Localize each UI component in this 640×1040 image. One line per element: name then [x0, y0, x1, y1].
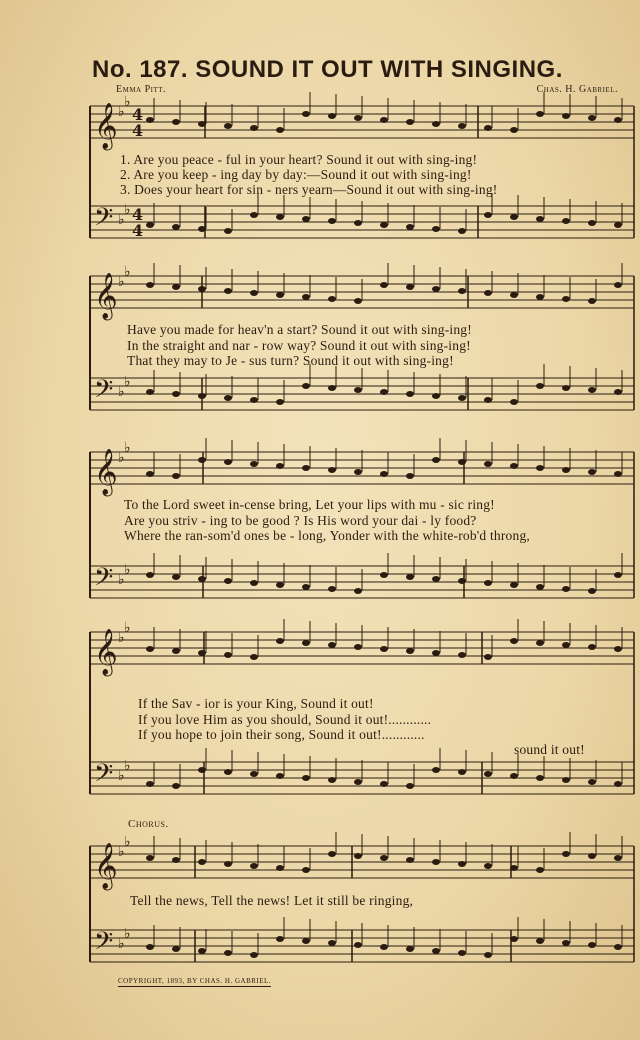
note-head: [328, 777, 336, 783]
note-head: [406, 391, 414, 397]
note-head: [146, 855, 154, 861]
note-head: [198, 576, 206, 582]
flat-icon: ♭: [118, 768, 125, 784]
note-head: [146, 572, 154, 578]
note-head: [536, 775, 544, 781]
note-head: [172, 648, 180, 654]
flat-icon: ♭: [124, 202, 131, 218]
note-head: [354, 115, 362, 121]
note-head: [510, 127, 518, 133]
note-head: [484, 863, 492, 869]
note-head: [588, 469, 596, 475]
note-head: [198, 286, 206, 292]
note-head: [562, 385, 570, 391]
note-head: [354, 298, 362, 304]
note-head: [172, 857, 180, 863]
note-head: [588, 387, 596, 393]
note-head: [406, 946, 414, 952]
lyric-line: If you love Him as you should, Sound it out!............: [138, 712, 432, 727]
note-head: [380, 781, 388, 787]
note-head: [614, 222, 622, 228]
note-head: [172, 284, 180, 290]
note-head: [588, 298, 596, 304]
note-head: [432, 576, 440, 582]
note-head: [328, 940, 336, 946]
flat-icon: ♭: [118, 212, 125, 228]
note-head: [224, 395, 232, 401]
note-head: [588, 779, 596, 785]
note-head: [432, 859, 440, 865]
note-head: [328, 642, 336, 648]
note-head: [458, 652, 466, 658]
lyric-line: 3. Does your heart for sin - ners yearn—Sound it out with sing-ing!: [120, 182, 498, 197]
flat-icon: ♭: [124, 374, 131, 390]
note-head: [484, 952, 492, 958]
note-head: [562, 467, 570, 473]
lyric-line: That they may to Je - sus turn? Sound it out with sing-ing!: [127, 353, 454, 368]
note-head: [224, 123, 232, 129]
note-head: [172, 946, 180, 952]
note-head: [484, 125, 492, 131]
note-head: [172, 473, 180, 479]
note-head: [614, 389, 622, 395]
lyric-line: Where the ran-som'd ones be - long, Yonder with the white-rob'd throng,: [124, 528, 530, 543]
note-head: [432, 393, 440, 399]
note-head: [536, 383, 544, 389]
note-head: [562, 642, 570, 648]
note-head: [588, 853, 596, 859]
note-head: [614, 117, 622, 123]
note-head: [302, 216, 310, 222]
note-head: [458, 395, 466, 401]
note-head: [328, 467, 336, 473]
lyric-line: Have you made for heav'n a start? Sound it out with sing-ing!: [127, 322, 472, 337]
note-head: [198, 650, 206, 656]
note-head: [146, 471, 154, 477]
note-head: [536, 584, 544, 590]
lyricist-credit: Emma Pitt.: [116, 84, 167, 95]
note-head: [458, 950, 466, 956]
flat-icon: ♭: [124, 440, 131, 456]
note-head: [276, 936, 284, 942]
flat-icon: ♭: [124, 834, 131, 850]
note-head: [536, 938, 544, 944]
note-head: [380, 944, 388, 950]
note-head: [614, 572, 622, 578]
note-head: [224, 228, 232, 234]
lyric-line: Are you striv - ing to be good ? Is His word your dai - ly food?: [124, 513, 477, 528]
note-head: [250, 461, 258, 467]
note-head: [250, 654, 258, 660]
note-head: [302, 111, 310, 117]
note-head: [172, 224, 180, 230]
note-head: [198, 226, 206, 232]
note-head: [328, 385, 336, 391]
note-head: [302, 938, 310, 944]
note-head: [146, 117, 154, 123]
note-head: [484, 290, 492, 296]
note-head: [536, 640, 544, 646]
note-head: [276, 773, 284, 779]
note-head: [224, 769, 232, 775]
note-head: [146, 944, 154, 950]
flat-icon: ♭: [118, 572, 125, 588]
time-signature: 4: [132, 205, 144, 224]
note-head: [510, 936, 518, 942]
note-head: [302, 584, 310, 590]
note-head: [510, 463, 518, 469]
note-head: [302, 867, 310, 873]
note-head: [146, 282, 154, 288]
flat-icon: ♭: [118, 104, 125, 120]
note-head: [302, 640, 310, 646]
note-head: [458, 459, 466, 465]
note-head: [588, 644, 596, 650]
note-head: [562, 940, 570, 946]
note-head: [328, 586, 336, 592]
note-head: [354, 588, 362, 594]
flat-icon: ♭: [118, 384, 125, 400]
bass-clef-icon: 𝄢: [94, 927, 114, 962]
note-head: [328, 296, 336, 302]
note-head: [432, 457, 440, 463]
note-head: [302, 465, 310, 471]
note-head: [562, 218, 570, 224]
note-head: [380, 855, 388, 861]
note-head: [276, 292, 284, 298]
note-head: [198, 948, 206, 954]
note-head: [198, 121, 206, 127]
note-head: [484, 397, 492, 403]
note-head: [276, 865, 284, 871]
note-head: [276, 638, 284, 644]
flat-icon: ♭: [124, 758, 131, 774]
note-head: [224, 288, 232, 294]
note-head: [328, 218, 336, 224]
note-head: [276, 463, 284, 469]
note-head: [354, 220, 362, 226]
lyric-line: 2. Are you keep - ing day by day:—Sound it out with sing-ing!: [120, 167, 472, 182]
note-head: [484, 461, 492, 467]
note-head: [458, 861, 466, 867]
note-head: [146, 646, 154, 652]
note-head: [562, 777, 570, 783]
note-head: [146, 781, 154, 787]
flat-icon: ♭: [124, 926, 131, 942]
note-head: [406, 574, 414, 580]
flat-icon: ♭: [118, 630, 125, 646]
note-head: [432, 650, 440, 656]
note-head: [276, 214, 284, 220]
hymn-title: No. 187. SOUND IT OUT WITH SINGING.: [92, 56, 563, 83]
lyric-line-extra: sound it out!: [514, 742, 585, 757]
note-head: [198, 767, 206, 773]
note-head: [250, 212, 258, 218]
note-head: [562, 113, 570, 119]
note-head: [588, 942, 596, 948]
note-head: [328, 851, 336, 857]
note-head: [354, 644, 362, 650]
note-head: [510, 865, 518, 871]
note-head: [380, 282, 388, 288]
time-signature: 4: [132, 221, 144, 240]
note-head: [484, 212, 492, 218]
note-head: [380, 471, 388, 477]
note-head: [432, 226, 440, 232]
note-head: [536, 867, 544, 873]
note-head: [172, 119, 180, 125]
note-head: [172, 391, 180, 397]
lyric-line: In the straight and nar - row way? Sound it out with sing-ing!: [127, 338, 471, 353]
note-head: [250, 863, 258, 869]
note-head: [302, 294, 310, 300]
note-head: [406, 648, 414, 654]
note-head: [354, 779, 362, 785]
note-head: [510, 773, 518, 779]
note-head: [302, 383, 310, 389]
copyright-notice: COPYRIGHT, 1893, BY CHAS. H. GABRIEL.: [118, 977, 272, 985]
note-head: [224, 652, 232, 658]
treble-clef-icon: 𝄞: [94, 449, 118, 495]
note-head: [250, 952, 258, 958]
note-head: [328, 113, 336, 119]
note-head: [510, 638, 518, 644]
composer-credit: Chas. H. Gabriel.: [536, 84, 618, 95]
note-head: [562, 296, 570, 302]
note-head: [354, 387, 362, 393]
note-head: [380, 222, 388, 228]
note-head: [458, 123, 466, 129]
note-head: [432, 767, 440, 773]
note-head: [198, 457, 206, 463]
note-head: [276, 399, 284, 405]
note-head: [536, 111, 544, 117]
note-head: [380, 117, 388, 123]
note-head: [276, 127, 284, 133]
note-head: [198, 393, 206, 399]
note-head: [510, 399, 518, 405]
bass-clef-icon: 𝄢: [94, 563, 114, 598]
note-head: [354, 942, 362, 948]
lyric-line: If you hope to join their song, Sound it out!............: [138, 727, 425, 742]
note-head: [146, 389, 154, 395]
note-head: [250, 397, 258, 403]
note-head: [276, 582, 284, 588]
note-head: [224, 950, 232, 956]
note-head: [172, 783, 180, 789]
note-head: [380, 389, 388, 395]
note-head: [614, 855, 622, 861]
treble-clef-icon: 𝄞: [94, 629, 118, 675]
note-head: [458, 228, 466, 234]
note-head: [614, 781, 622, 787]
note-head: [458, 288, 466, 294]
time-signature: 4: [132, 105, 144, 124]
note-head: [510, 582, 518, 588]
flat-icon: ♭: [124, 264, 131, 280]
note-head: [510, 214, 518, 220]
note-head: [406, 783, 414, 789]
note-head: [224, 578, 232, 584]
flat-icon: ♭: [118, 936, 125, 952]
note-head: [562, 851, 570, 857]
note-head: [614, 944, 622, 950]
treble-clef-icon: 𝄞: [94, 103, 118, 149]
note-head: [224, 459, 232, 465]
flat-icon: ♭: [118, 274, 125, 290]
note-head: [484, 580, 492, 586]
note-head: [432, 121, 440, 127]
note-head: [614, 646, 622, 652]
treble-clef-icon: 𝄞: [94, 273, 118, 319]
chorus-label: Chorus.: [128, 818, 169, 830]
note-head: [588, 588, 596, 594]
note-head: [536, 294, 544, 300]
flat-icon: ♭: [124, 562, 131, 578]
note-head: [458, 578, 466, 584]
note-head: [432, 286, 440, 292]
bass-clef-icon: 𝄢: [94, 759, 114, 794]
note-head: [536, 465, 544, 471]
note-head: [406, 119, 414, 125]
note-head: [250, 771, 258, 777]
note-head: [614, 471, 622, 477]
note-head: [562, 586, 570, 592]
note-head: [250, 580, 258, 586]
note-head: [588, 220, 596, 226]
note-head: [302, 775, 310, 781]
note-head: [458, 769, 466, 775]
note-head: [588, 115, 596, 121]
note-head: [484, 771, 492, 777]
lyric-line: If the Sav - ior is your King, Sound it out!: [138, 696, 374, 711]
flat-icon: ♭: [124, 620, 131, 636]
note-head: [250, 290, 258, 296]
note-head: [406, 284, 414, 290]
time-signature: 4: [132, 121, 144, 140]
note-head: [146, 222, 154, 228]
treble-clef-icon: 𝄞: [94, 843, 118, 889]
note-head: [406, 224, 414, 230]
note-head: [198, 859, 206, 865]
note-head: [354, 853, 362, 859]
note-head: [614, 282, 622, 288]
lyric-line: To the Lord sweet in-cense bring, Let your lips with mu - sic ring!: [124, 497, 495, 512]
note-head: [510, 292, 518, 298]
flat-icon: ♭: [118, 450, 125, 466]
note-head: [250, 125, 258, 131]
note-head: [406, 857, 414, 863]
note-head: [484, 654, 492, 660]
bass-clef-icon: 𝄢: [94, 375, 114, 410]
bass-clef-icon: 𝄢: [94, 203, 114, 238]
note-head: [380, 646, 388, 652]
note-head: [406, 473, 414, 479]
flat-icon: ♭: [124, 94, 131, 110]
note-head: [354, 469, 362, 475]
note-head: [224, 861, 232, 867]
lyric-line: Tell the news, Tell the news! Let it still be ringing,: [130, 893, 414, 908]
note-head: [536, 216, 544, 222]
flat-icon: ♭: [118, 844, 125, 860]
note-head: [432, 948, 440, 954]
note-head: [172, 574, 180, 580]
note-head: [380, 572, 388, 578]
lyric-line: 1. Are you peace - ful in your heart? Sound it out with sing-ing!: [120, 152, 478, 167]
